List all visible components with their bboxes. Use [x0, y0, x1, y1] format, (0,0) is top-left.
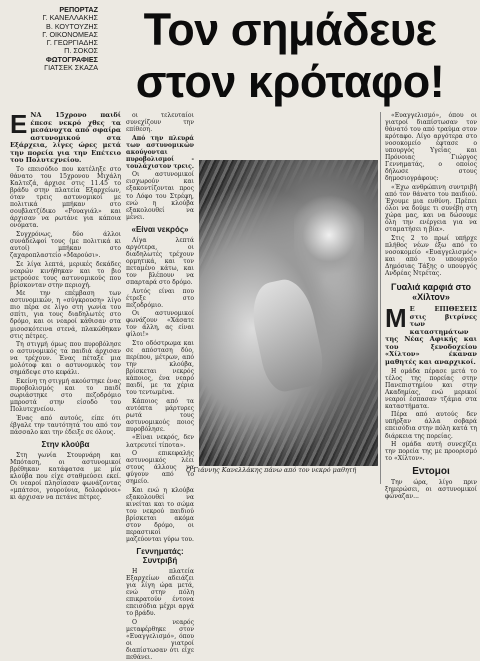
photo-caption: Ο Γιάννης Κανελλάκης πάνω από τον νεκρό μαθητή — [186, 466, 357, 474]
subheading: «Είναι νεκρός» — [131, 224, 189, 234]
body-paragraph: «Έχω ανθρώπινη συντριβή από τον θάνατο του παιδιού. Έχουμε μια ευθύνη. Πρέπει όλοι να δούμε τι συνέβη στη χώρα μας, και να δώσουμε όλη την ενέργεια για να σταματήσει η βία». — [385, 183, 477, 234]
lead-text: Ε ΕΠΙΘΕΣΕΙΣ στις βιτρίνες των καταστημάτων της Νέας Αφικής και του ξενοδοχείου «Χίλτον» έκαναν μαθητές και αναρχικοί. — [385, 305, 477, 366]
lead-paragraph — [10, 109, 121, 165]
news-photo — [199, 160, 378, 466]
body-paragraph: Ένας από αυτούς, είπε ότι έβγαλε την ταυτότητά του από τον πάσσαλο και την έδειξε σε όλους. — [10, 414, 121, 436]
credits-reporting-head: ΡΕΠΟΡΤΑΖ — [59, 5, 98, 14]
body-paragraph: Στο οδόστρωμα και σε απόσταση δύο, περίπου, μέτρων, από την κλούβα, βρίσκεται νεκρός κάποιος, ένα νεαρό παιδί, με τα χέρια του τεντωμένα. — [126, 339, 194, 397]
photo-highlight — [294, 195, 364, 275]
body-paragraph: Και ενώ η κλούβα εξακολουθεί να κινείται και το σώμα του νεκρού παιδιού βρίσκεται ακόμα στον δρόμο, οι περαστικοί μαζεύονται γύρω του. — [126, 486, 194, 544]
body-paragraph: Εκείνη τη στιγμή ακούστηκε ένας πυροβολισμός και το παιδί σωριάστηκε στο πεζοδρόμιο μπροστά στην είσοδο του Πολυτεχνείου. — [10, 377, 121, 414]
body-paragraph: «Ευαγγελισμό», όπου οι γιατροί διαπίστωσαν τον θάνατό του από τραύμα στον κρόταφο. Λίγο αργότερα στο νοσοκομείο έφτασε ο υπουργός Υγείας και Πρόνοιας Γιώργος Γεννηματάς, ο οποίος δήλωσε στους δημοσιογράφους: — [385, 112, 477, 183]
lead-paragraph — [385, 303, 477, 366]
body-paragraph: Η ομάδα αυτή συνεχίζει την πορεία της με προορισμό το «Χίλτον». — [385, 441, 477, 463]
body-paragraph: Κάποιος από τα αυτόπτα μάρτυρες ρωτά τους αστυνομικούς ποιος πυροβόλησε. — [126, 397, 194, 433]
body-paragraph: Συγχρόνως, δύο άλλοι συνάδελφοί τους (με πολιτικά κι αυτοί) μπήκαν στο ζαχαροπλαστείο «Μαρούσι». — [10, 230, 121, 260]
headline — [100, 0, 480, 112]
credits-reporter: Γ. ΟΙΚΟΝΟΜΕΑΣ — [42, 29, 98, 39]
credits-photos-head: ΦΩΤΟΓΡΑΦΙΕΣ — [45, 54, 98, 64]
body-paragraph: Λίγα λεπτά αργότερα, οι διαδηλωτές τρέχουν ορμητικά, και τον πεταμένο κάτω, και τον βλέπουν να σπαρταρά στο δρόμο. — [126, 236, 194, 286]
body-paragraph: Ο επικεφαλής αστυνομικός λέει στους άλλους να φύγουν από το σημείο. — [126, 450, 194, 486]
column-divider — [380, 112, 381, 484]
photo-figure — [246, 275, 328, 395]
subheading: Στην κλούβα — [41, 439, 90, 449]
body-paragraph: Οι αστυνομικοί φωνάζουν «Χάσατε τον άλλη, ας είναι φίλοι!» — [126, 310, 194, 339]
body-paragraph: Στη γωνία Στουρνάρη και Μπόταση, οι αστυνομικοί βρέθηκαν κατάφατσα με μία κλούβα που είχε σταθμεύσει εκεί. Οι νεαροί πλησίασαν φωνάζοντας «μπάτσοι, γουρούνια, δολοφόνοι» κι άρχισαν να πετάνε πέτρες. — [10, 451, 121, 502]
body-paragraph: Τη στιγμή όμως που πυροβόλησε ο αστυνομικός τα παιδιά άρχισαν να τρέχουν. Ένας πέταξε μια μολότοφ και ο αστυνομικός τον σημάδεψε στο κεφάλι. — [10, 341, 121, 377]
body-paragraph: Με την επέμβαση των αστυνομικών, η «σύγκρουση» λίγο πιο πέρα σε λίγο στη γωνία του σπίτι, για τους διαδηλωτές στο δρόμο, και οι νεαροί κάθισαν στα μισοσκότεινα στενά, πλακώθηκαν στις πέτρες. — [10, 290, 121, 340]
body-paragraph: Στις 2 το πρωί υπήρχε πλήθος νέων έξω από το νοσοκομείο «Ευαγγελισμός» και από το υπουργείο Δημόσιας Τάξης ο υπουργός Ανδρέας Ντρέτας. — [385, 234, 477, 278]
subheading: Γυαλιά καρφιά στο «Χίλτον» — [391, 282, 471, 303]
credits-reporter: Γ. ΓΕΩΡΓΙΑΔΗΣ — [46, 38, 98, 48]
body-paragraph: Αυτός είναι που έτρεξε στο πεζοδρόμιο. — [126, 287, 194, 309]
column-a — [10, 109, 121, 502]
credits-reporter: Π. ΣΟΚΟΣ — [64, 46, 98, 56]
body-paragraph: Η ομάδα πέρασε μετά το τέλος της πορείας στην Πανεπιστημίου και στην Ακαδημίας, ενώ μερικοί νεαροί έσπασαν τζάμια στα καταστήματα. — [385, 367, 477, 410]
subheading: Γεννηματάς: Συντριβή — [136, 547, 184, 566]
body-paragraph: Το επεισόδιο που κατέληξε στο θάνατο του 15χρονου Μιχάλη Καλτεζά, άρχισε στις 11.45 το βράδυ στην πλατεία Εξαρχείων, όταν τρεις αστυνομικοί με πολιτικά μπήκαν στο σουβλατζίδικο «Ρουαγιάλ» και άρχισαν να ρωτάνε για κάποια ονόματα. — [10, 166, 121, 230]
lead-text: ΝΑ 15χρονο παιδί έπεσε νεκρό χθες τα μεσάνυχτα από σφαίρα αστυνομικού στα Εξάρχεια, λίγες ώρες μετά την πορεία για την Επέτειο του Πολυτεχνείου. — [10, 111, 121, 164]
credits-photographer: ΓΙΑΤΣΕΚ ΣΚΑΖΑ — [44, 63, 98, 73]
body-paragraph: «Είναι νεκρός, δεν λατρευτεί τίποτα». — [126, 434, 194, 449]
dropcap: Μ — [385, 303, 407, 334]
reporting-credits — [10, 6, 98, 72]
body-paragraph: Την ώρα, λίγο πριν ξημερώσει, οι αστυνομικοί φώναζαν... — [385, 479, 477, 501]
body-paragraph: Πέρα από αυτούς δεν υπήρξαν άλλα σοβαρά επεισόδια στην πόλη κατά τη διάρκεια της πορείας. — [385, 411, 477, 440]
column-right — [385, 112, 477, 501]
body-paragraph: Η πλατεία Εξαρχείων αδειάζει για λίγη ώρα μετά, ενώ στην πόλη επικρατούν έντονα επεισόδια μέχρι αργά το βράδυ. — [126, 568, 194, 618]
body-paragraph: Σε λίγα λεπτά, μερικές δεκάδες νεαρών κινήθηκαν και το βιο μετρούσε τους αστυνομικούς που βρίσκονταν στην περιοχή. — [10, 260, 121, 289]
credits-reporter: Γ. ΚΑΝΕΛΛΑΚΗΣ — [42, 13, 98, 23]
body-paragraph: Από την πλευρά των αστυνομικών ακούγονται πυροβολισμοί - τουλάχιστον τρεις. — [126, 134, 194, 170]
headline-line-1: Τον σημάδευε — [143, 4, 437, 55]
headline-line-2: στον κρόταφο! — [135, 56, 445, 107]
dropcap: Ε — [10, 109, 28, 139]
body-paragraph: οι τελευταίοι συνεχίζουν την επίθεση. — [126, 112, 194, 134]
body-paragraph: Οι αστυνομικοί εισχωρούν και εξακοντίζονται προς το Λόφο του Στρέφη, ενώ η κλούβα εξακολουθεί να μένει. — [126, 171, 194, 221]
subheading: Εντομοι — [412, 466, 450, 478]
body-paragraph: Ο νεαρός μεταφέρθηκε στον «Ευαγγελισμό», όπου οι γιατροί διαπίστωσαν ότι είχε πεθάνει. — [126, 619, 194, 661]
credits-reporter: Β. ΚΟΥΤΟΥΖΗΣ — [46, 21, 98, 31]
column-b — [126, 112, 194, 661]
